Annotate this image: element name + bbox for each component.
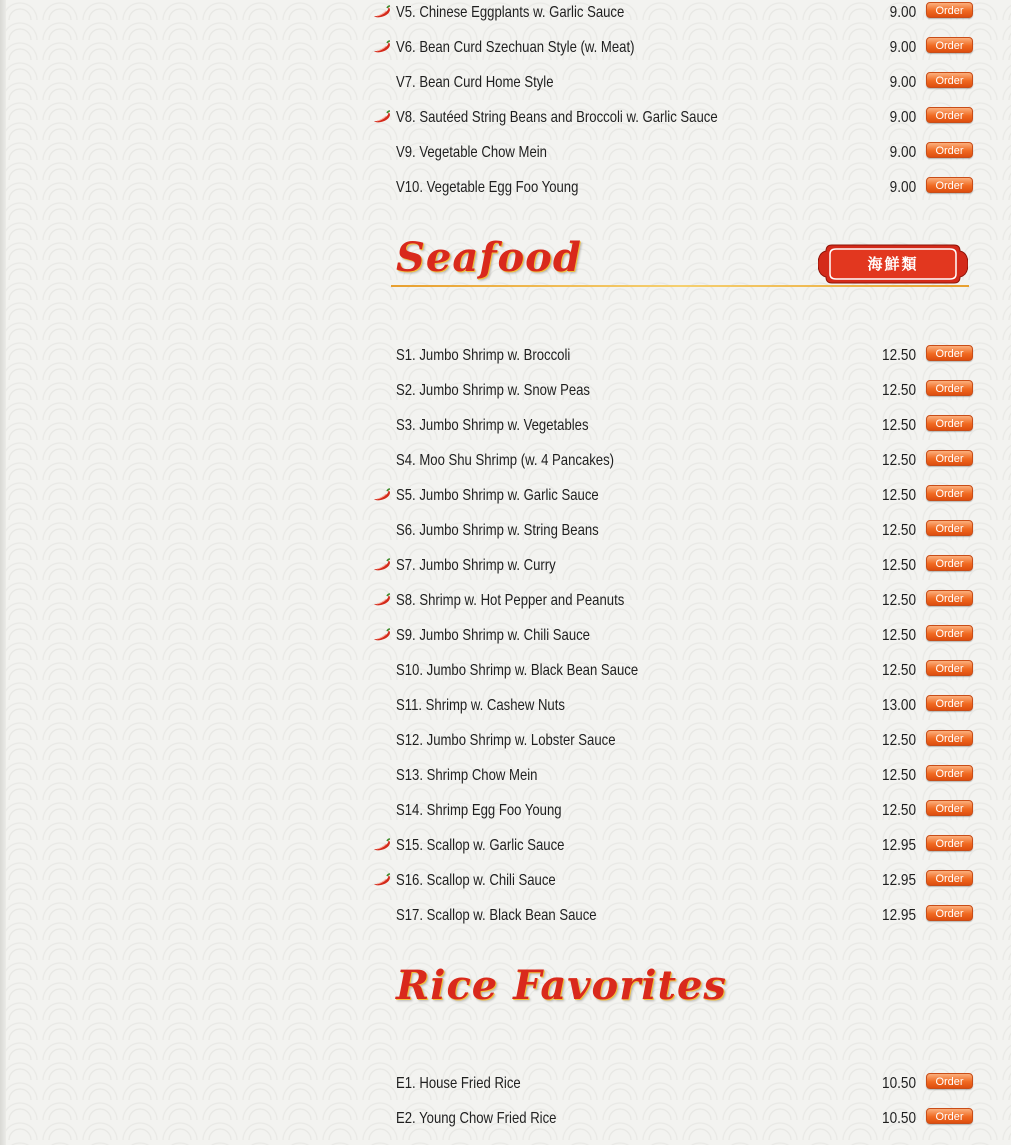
menu-item-price: 9.00 (889, 4, 916, 21)
order-button[interactable]: Order (926, 765, 973, 781)
menu-item-name: V6. Bean Curd Szechuan Style (w. Meat) (396, 39, 635, 56)
menu-item-row (372, 903, 982, 933)
order-button[interactable]: Order (926, 625, 973, 641)
order-button[interactable]: Order (926, 450, 973, 466)
menu-item-row (372, 1106, 982, 1136)
menu-item-name: S16. Scallop w. Chili Sauce (396, 872, 556, 889)
section-title-rice: Rice Favorites (396, 962, 727, 1009)
menu-item-name: S5. Jumbo Shrimp w. Garlic Sauce (396, 487, 599, 504)
menu-item-name: V5. Chinese Eggplants w. Garlic Sauce (396, 4, 625, 21)
order-button[interactable]: Order (926, 142, 973, 158)
menu-item-price: 12.95 (881, 872, 916, 889)
menu-item-name: S12. Jumbo Shrimp w. Lobster Sauce (396, 732, 616, 749)
page-left-edge (0, 0, 6, 1145)
menu-item-name: S13. Shrimp Chow Mein (396, 767, 538, 784)
menu-item-name: S7. Jumbo Shrimp w. Curry (396, 557, 556, 574)
menu-item-name: S11. Shrimp w. Cashew Nuts (396, 697, 565, 714)
menu-item-row (372, 483, 982, 513)
menu-item-price: 12.95 (881, 907, 916, 924)
menu-item-price: 9.00 (889, 109, 916, 126)
order-button[interactable]: Order (926, 660, 973, 676)
order-button[interactable]: Order (926, 37, 973, 53)
menu-item-name: S8. Shrimp w. Hot Pepper and Peanuts (396, 592, 625, 609)
menu-item-price: 10.50 (881, 1110, 916, 1127)
order-button[interactable]: Order (926, 590, 973, 606)
menu-item-row (372, 588, 982, 618)
menu-item-name: S14. Shrimp Egg Foo Young (396, 802, 562, 819)
chili-pepper-icon (372, 873, 392, 887)
section-title-seafood: Seafood (396, 234, 582, 281)
order-button[interactable]: Order (926, 555, 973, 571)
menu-item-price: 9.00 (889, 144, 916, 161)
menu-item-row (372, 70, 982, 100)
menu-item-price: 12.95 (881, 837, 916, 854)
chili-pepper-icon (372, 593, 392, 607)
menu-item-row (372, 693, 982, 723)
menu-item-row (372, 175, 982, 205)
menu-item-price: 12.50 (881, 347, 916, 364)
order-button[interactable]: Order (926, 870, 973, 886)
order-button[interactable]: Order (926, 695, 973, 711)
menu-item-price: 12.50 (881, 662, 916, 679)
order-button[interactable]: Order (926, 1108, 973, 1124)
menu-item-row (372, 105, 982, 135)
order-button[interactable]: Order (926, 345, 973, 361)
menu-item-name: S1. Jumbo Shrimp w. Broccoli (396, 347, 571, 364)
menu-item-name: V10. Vegetable Egg Foo Young (396, 179, 579, 196)
menu-item-price: 12.50 (881, 627, 916, 644)
menu-item-name: S17. Scallop w. Black Bean Sauce (396, 907, 597, 924)
menu-item-price: 12.50 (881, 487, 916, 504)
order-button[interactable]: Order (926, 380, 973, 396)
order-button[interactable]: Order (926, 730, 973, 746)
chili-pepper-icon (372, 838, 392, 852)
order-button[interactable]: Order (926, 520, 973, 536)
menu-item-name: S10. Jumbo Shrimp w. Black Bean Sauce (396, 662, 639, 679)
menu-item-row (372, 553, 982, 583)
menu-item-price: 12.50 (881, 802, 916, 819)
menu-item-price: 12.50 (881, 452, 916, 469)
menu-item-price: 12.50 (881, 557, 916, 574)
chili-pepper-icon (372, 488, 392, 502)
chili-pepper-icon (372, 40, 392, 54)
chili-pepper-icon (372, 5, 392, 19)
menu-item-row (372, 658, 982, 688)
order-button[interactable]: Order (926, 905, 973, 921)
menu-item-name: E1. House Fried Rice (396, 1075, 521, 1092)
menu-item-price: 9.00 (889, 179, 916, 196)
menu-item-name: S9. Jumbo Shrimp w. Chili Sauce (396, 627, 590, 644)
menu-item-row (372, 763, 982, 793)
menu-item-name: V9. Vegetable Chow Mein (396, 144, 547, 161)
menu-item-row (372, 343, 982, 373)
menu-item-price: 12.50 (881, 767, 916, 784)
order-button[interactable]: Order (926, 800, 973, 816)
order-button[interactable]: Order (926, 485, 973, 501)
menu-item-price: 9.00 (889, 74, 916, 91)
menu-item-row (372, 798, 982, 828)
menu-item-price: 12.50 (881, 417, 916, 434)
menu-item-row (372, 140, 982, 170)
menu-item-name: S6. Jumbo Shrimp w. String Beans (396, 522, 599, 539)
menu-item-name: E2. Young Chow Fried Rice (396, 1110, 557, 1127)
menu-item-price: 13.00 (881, 697, 916, 714)
menu-item-name: S15. Scallop w. Garlic Sauce (396, 837, 565, 854)
order-button[interactable]: Order (926, 177, 973, 193)
menu-item-price: 12.50 (881, 592, 916, 609)
menu-item-row (372, 0, 982, 30)
menu-item-price: 10.50 (881, 1075, 916, 1092)
menu-item-row (372, 35, 982, 65)
menu-item-name: V7. Bean Curd Home Style (396, 74, 554, 91)
menu-item-row (372, 623, 982, 653)
order-button[interactable]: Order (926, 2, 973, 18)
chili-pepper-icon (372, 110, 392, 124)
menu-item-price: 12.50 (881, 382, 916, 399)
menu-item-name: S3. Jumbo Shrimp w. Vegetables (396, 417, 589, 434)
menu-item-row (372, 833, 982, 863)
menu-item-price: 12.50 (881, 522, 916, 539)
menu-item-row (372, 448, 982, 478)
menu-item-name: S2. Jumbo Shrimp w. Snow Peas (396, 382, 590, 399)
order-button[interactable]: Order (926, 835, 973, 851)
chili-pepper-icon (372, 628, 392, 642)
menu-item-row (372, 868, 982, 898)
menu-item-row (372, 728, 982, 758)
seafood-badge (818, 241, 968, 287)
menu-item-price: 12.50 (881, 732, 916, 749)
order-button[interactable]: Order (926, 1073, 973, 1089)
menu-item-row (372, 413, 982, 443)
menu-item-row (372, 1071, 982, 1101)
chili-pepper-icon (372, 558, 392, 572)
order-button[interactable]: Order (926, 107, 973, 123)
menu-item-name: S4. Moo Shu Shrimp (w. 4 Pancakes) (396, 452, 615, 469)
seafood-badge-label: 海鮮類 (867, 255, 919, 273)
menu-item-name: V8. Sautéed String Beans and Broccoli w. Garlic Sauce (396, 109, 718, 126)
order-button[interactable]: Order (926, 415, 973, 431)
menu-item-price: 9.00 (889, 39, 916, 56)
menu-item-row (372, 518, 982, 548)
menu-item-row (372, 378, 982, 408)
order-button[interactable]: Order (926, 72, 973, 88)
